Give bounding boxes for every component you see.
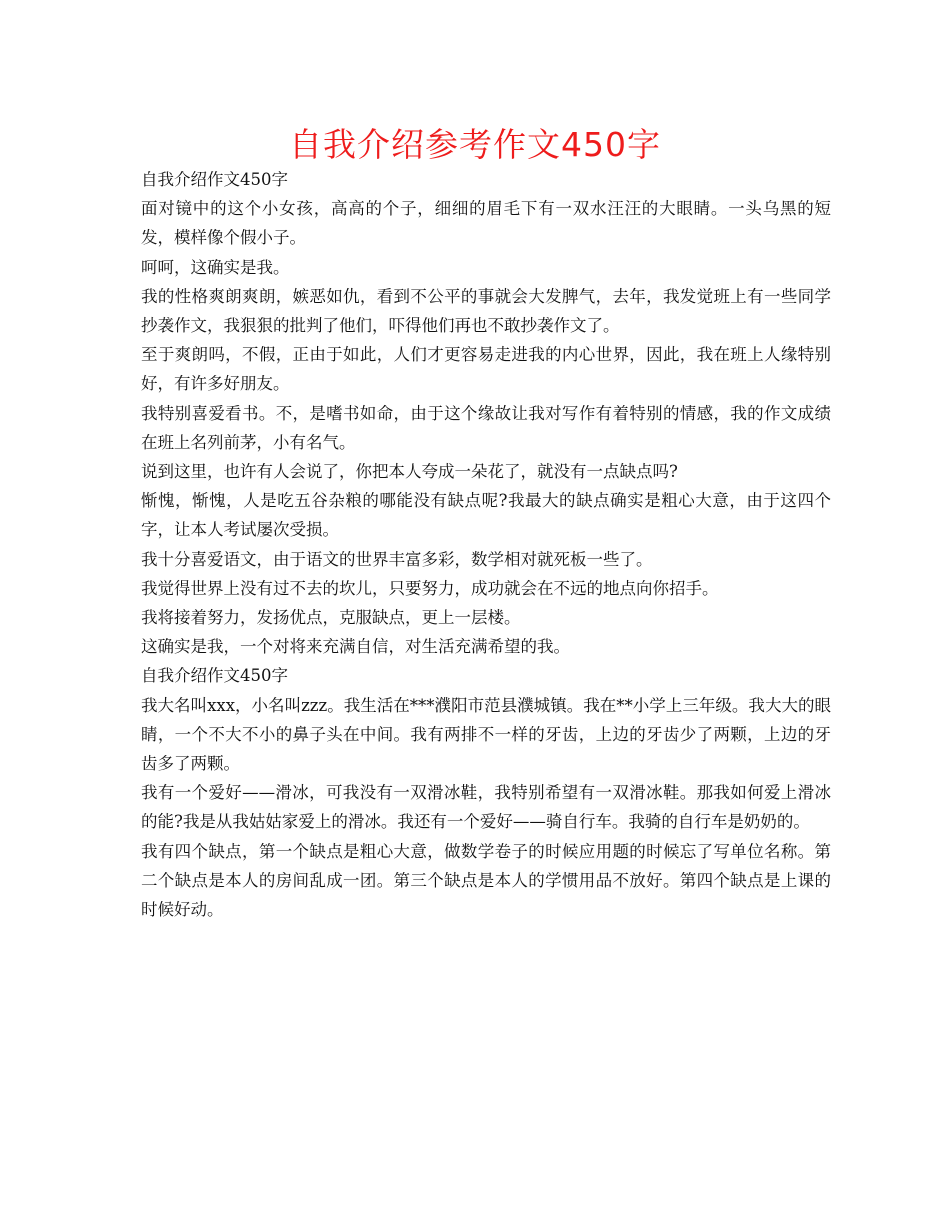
paragraph: 我觉得世界上没有过不去的坎儿，只要努力，成功就会在不远的地点向你招手。 [141, 578, 719, 598]
paragraph: 我十分喜爱语文，由于语文的世界丰富多彩，数学相对就死板一些了。 [141, 549, 653, 569]
paragraph: 我将接着努力，发扬优点，克服缺点，更上一层楼。 [141, 608, 521, 628]
paragraph: 我的性格爽朗爽朗，嫉恶如仇，看到不公平的事就会大发脾气，去年，我发觉班上有一些同学抄袭作文，我狠狠的批判了他们，吓得他们再也不敢抄袭作文了。 [141, 286, 831, 336]
paragraph: 惭愧，惭愧，人是吃五谷杂粮的哪能没有缺点呢?我最大的缺点确实是粗心大意，由于这四个字，让本人考试屡次受损。 [141, 491, 831, 540]
paragraph: 至于爽朗吗，不假，正由于如此，人们才更容易走进我的内心世界，因此，我在班上人缘特别好，有许多好朋友。 [141, 345, 831, 394]
document-title: 自我介绍参考作文450字 [289, 125, 661, 164]
paragraph: 我大名叫xxx，小名叫zzz。我生活在***濮阳市范县濮城镇。我在**小学上三年级。我大大的眼睛，一个不大不小的鼻子头在中间。我有两排不一样的牙齿，上边的牙齿少了两颗，上边的牙齿多了两颗。 [141, 695, 831, 774]
paragraph: 说到这里，也许有人会说了，你把本人夸成一朵花了，就没有一点缺点吗? [141, 462, 678, 482]
paragraph: 我有一个爱好——滑冰，可我没有一双滑冰鞋，我特别希望有一双滑冰鞋。那我如何爱上滑冰的能?我是从我姑姑家爱上的滑冰。我还有一个爱好——骑自行车。我骑的自行车是奶奶的。 [141, 783, 831, 832]
section-heading: 自我介绍作文450字 [141, 170, 288, 189]
paragraph: 这确实是我，一个对将来充满自信，对生活充满希望的我。 [141, 637, 570, 657]
paragraph: 面对镜中的这个小女孩，高高的个子，细细的眉毛下有一双水汪汪的大眼睛。一头乌黑的短发，模样像个假小子。 [141, 199, 831, 248]
paragraph: 我特别喜爱看书。不，是嗜书如命，由于这个缘故让我对写作有着特别的情感，我的作文成绩在班上名列前茅，小有名气。 [141, 403, 831, 452]
document-body [141, 165, 831, 924]
paragraph: 呵呵，这确实是我。 [141, 257, 290, 277]
section-heading: 自我介绍作文450字 [141, 666, 288, 686]
paragraph: 我有四个缺点，第一个缺点是粗心大意，做数学卷子的时候应用题的时候忘了写单位名称。第二个缺点是本人的房间乱成一团。第三个缺点是本人的学惯用品不放好。第四个缺点是上课的时候好动。 [141, 841, 831, 920]
